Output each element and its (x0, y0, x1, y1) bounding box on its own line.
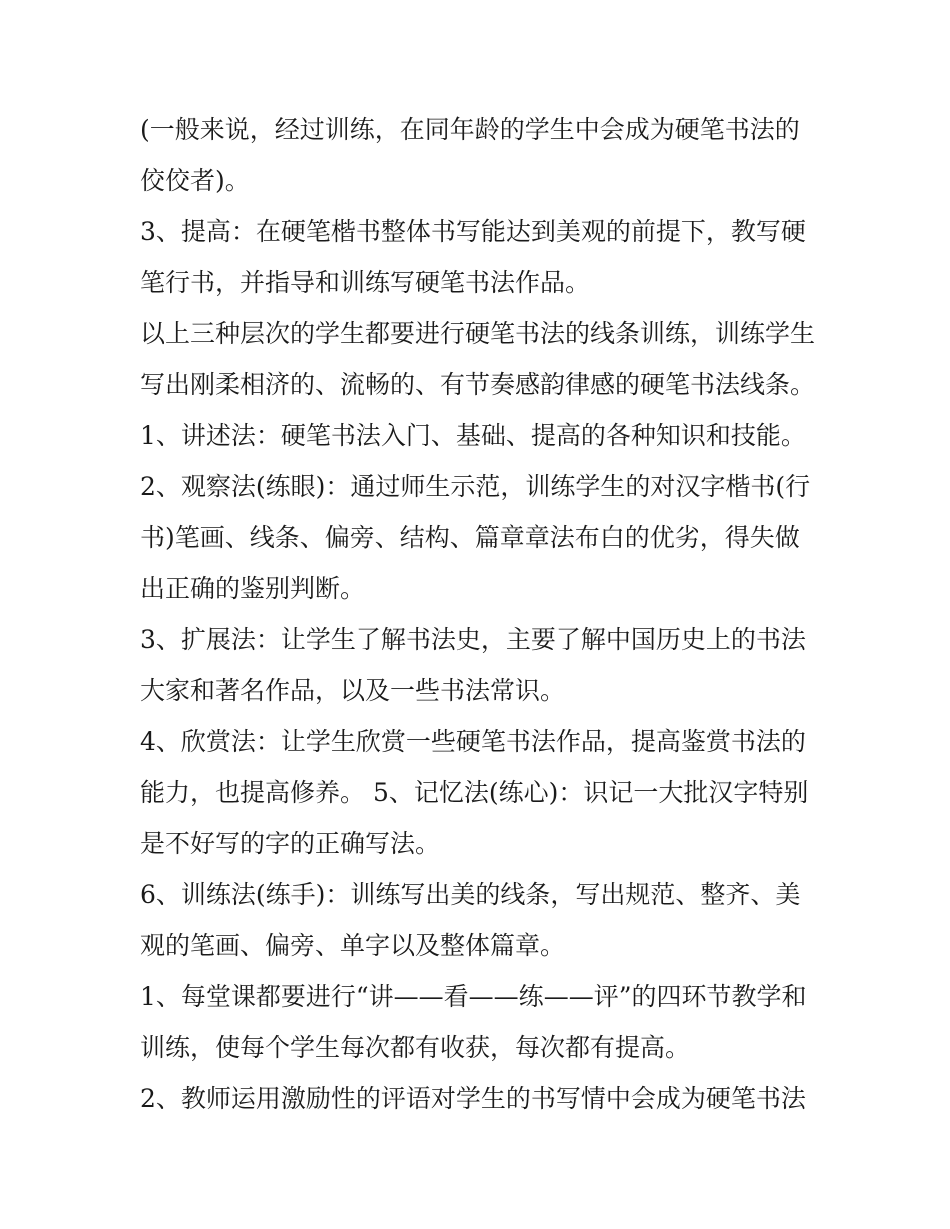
text-line: 2、教师运用激励性的评语对学生的书写情中会成为硬笔书法 (140, 1084, 806, 1113)
text-line: 能力，也提高修养。 5、记忆法(练心)：识记一大批汉字特别 (140, 778, 809, 807)
text-line: 出正确的鉴别判断。 (140, 574, 366, 603)
text-line: 佼佼者)。 (140, 166, 250, 195)
text-line: 训练，使每个学生每次都有收获，每次都有提高。 (140, 1033, 691, 1062)
text-line: 1、讲述法：硬笔书法入门、基础、提高的各种知识和技能。 (140, 421, 806, 450)
text-line: 3、提高：在硬笔楷书整体书写能达到美观的前提下，教写硬 (140, 217, 806, 246)
text-line: 笔行书，并指导和训练写硬笔书法作品。 (140, 268, 591, 297)
text-line: 1、每堂课都要进行“讲——看——练——评”的四环节教学和 (140, 982, 807, 1011)
text-line: 2、观察法(练眼)：通过师生示范，训练学生的对汉字楷书(行 (140, 472, 811, 501)
text-line: 观的笔画、偏旁、单字以及整体篇章。 (140, 931, 566, 960)
text-line: (一般来说，经过训练，在同年龄的学生中会成为硬笔书法的 (140, 115, 800, 144)
text-line: 以上三种层次的学生都要进行硬笔书法的线条训练，训练学生 (140, 319, 816, 348)
text-line: 4、欣赏法：让学生欣赏一些硬笔书法作品，提高鉴赏书法的 (140, 727, 806, 756)
body-text (140, 104, 820, 1124)
text-line: 是不好写的字的正确写法。 (140, 829, 441, 858)
text-line: 3、扩展法：让学生了解书法史，主要了解中国历史上的书法 (140, 625, 806, 654)
text-line: 书)笔画、线条、偏旁、结构、篇章章法布白的优劣，得失做 (140, 523, 800, 552)
text-line: 6、训练法(练手)：训练写出美的线条，写出规范、整齐、美 (140, 880, 801, 909)
text-line: 写出刚柔相济的、流畅的、有节奏感韵律感的硬笔书法线条。 (140, 370, 816, 399)
text-line: 大家和著名作品，以及一些书法常识。 (140, 676, 566, 705)
